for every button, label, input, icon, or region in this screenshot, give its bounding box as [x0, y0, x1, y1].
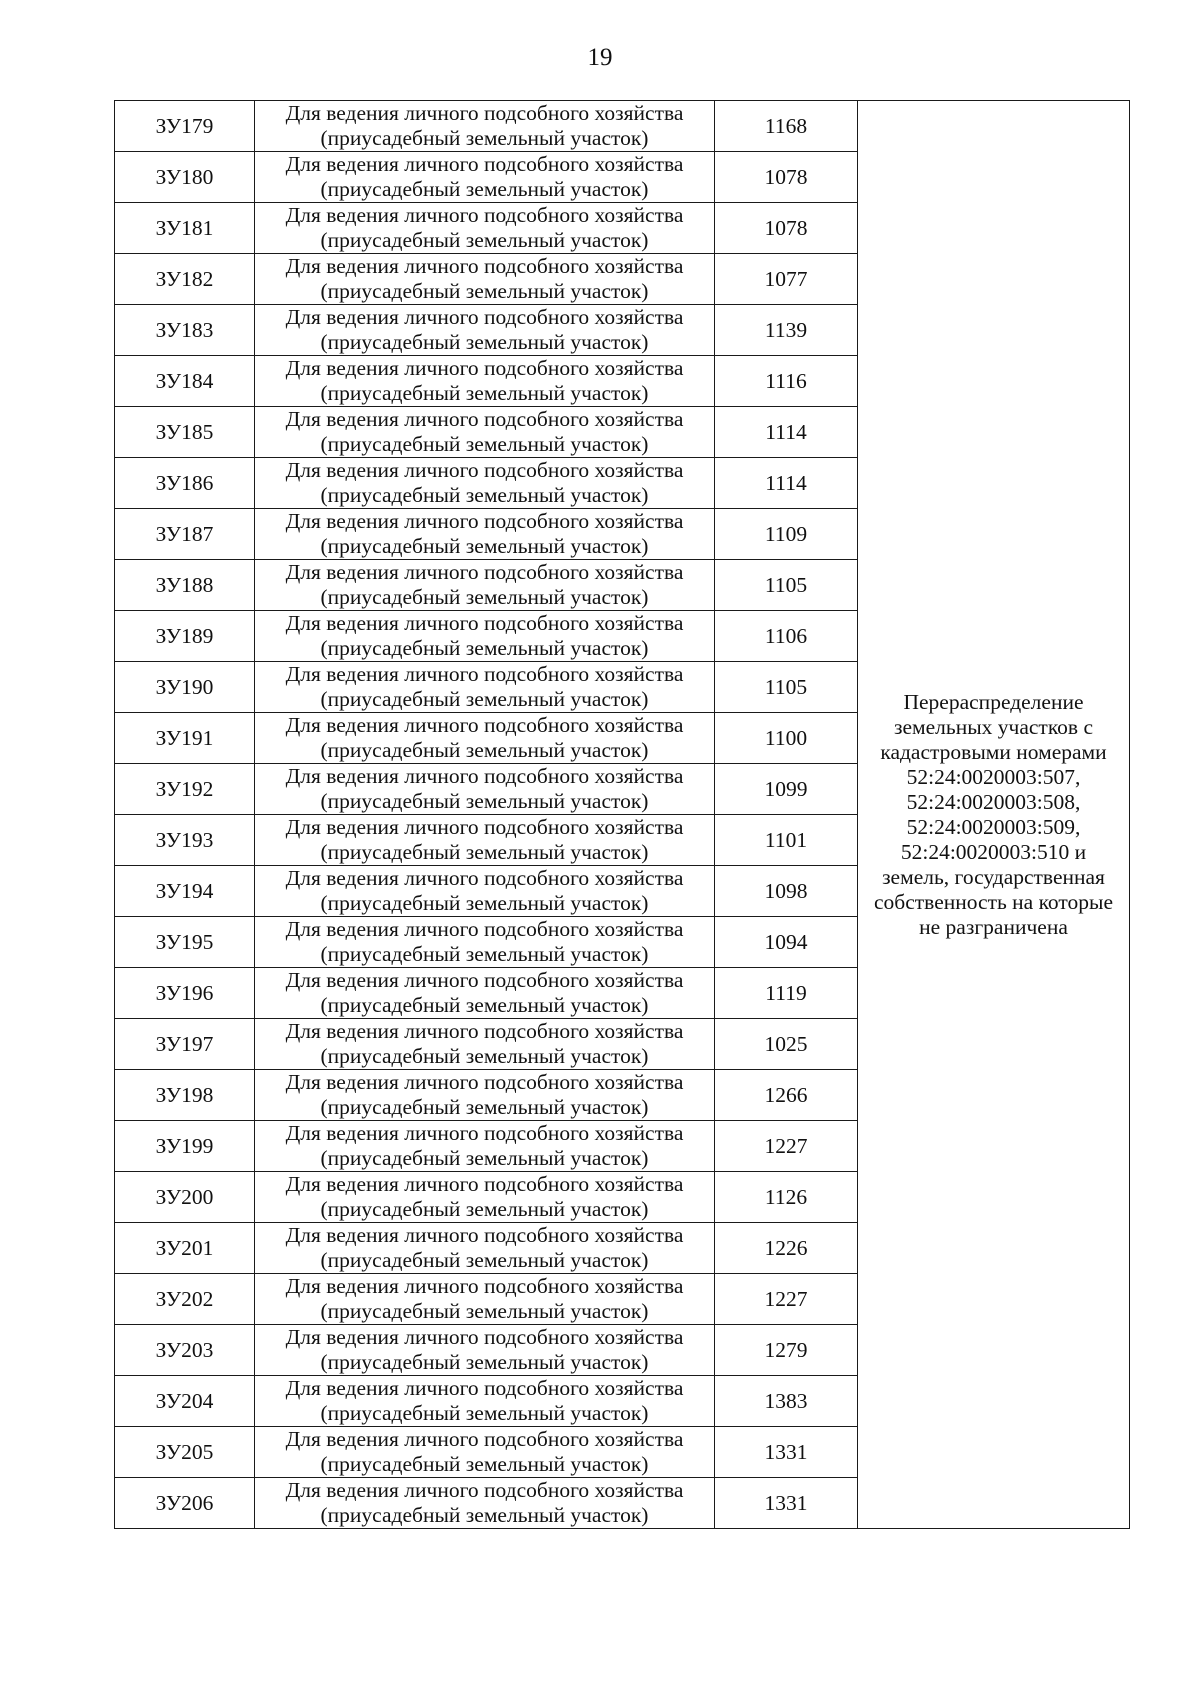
- permitted-use-cell: [255, 1325, 715, 1376]
- plot-id-cell: ЗУ192: [115, 764, 255, 815]
- permitted-use-line-1: Для ведения личного подсобного хозяйства: [285, 1376, 684, 1400]
- permitted-use-cell: [255, 1274, 715, 1325]
- area-cell: 1266: [715, 1070, 858, 1121]
- permitted-use-line-2: (приусадебный земельный участок): [320, 1401, 649, 1425]
- permitted-use-cell: [255, 407, 715, 458]
- area-cell: 1078: [715, 152, 858, 203]
- area-cell: 1114: [715, 407, 858, 458]
- permitted-use-line-1: Для ведения личного подсобного хозяйства: [285, 254, 684, 278]
- area-cell: 1383: [715, 1376, 858, 1427]
- permitted-use-line-2: (приусадебный земельный участок): [320, 126, 649, 150]
- permitted-use-line-2: (приусадебный земельный участок): [320, 228, 649, 252]
- permitted-use-line-2: (приусадебный земельный участок): [320, 993, 649, 1017]
- formation-method-line: Перераспределение: [903, 689, 1084, 714]
- plot-id-cell: ЗУ198: [115, 1070, 255, 1121]
- permitted-use-line-2: (приусадебный земельный участок): [320, 1095, 649, 1119]
- permitted-use-line-2: (приусадебный земельный участок): [320, 279, 649, 303]
- permitted-use-line-1: Для ведения личного подсобного хозяйства: [285, 560, 684, 584]
- permitted-use-line-2: (приусадебный земельный участок): [320, 891, 649, 915]
- permitted-use-cell: [255, 968, 715, 1019]
- permitted-use-line-2: (приусадебный земельный участок): [320, 687, 649, 711]
- plot-id-cell: ЗУ199: [115, 1121, 255, 1172]
- permitted-use-line-1: Для ведения личного подсобного хозяйства: [285, 1121, 684, 1145]
- permitted-use-line-1: Для ведения личного подсобного хозяйства: [285, 764, 684, 788]
- area-cell: 1105: [715, 662, 858, 713]
- area-cell: 1119: [715, 968, 858, 1019]
- permitted-use-line-1: Для ведения личного подсобного хозяйства: [285, 1325, 684, 1349]
- plot-id-cell: ЗУ189: [115, 611, 255, 662]
- plot-id-cell: ЗУ195: [115, 917, 255, 968]
- permitted-use-cell: [255, 1427, 715, 1478]
- table-body: [115, 101, 1130, 1529]
- plot-id-cell: ЗУ182: [115, 254, 255, 305]
- formation-method-line: земель, государственная: [882, 864, 1105, 889]
- permitted-use-line-1: Для ведения личного подсобного хозяйства: [285, 509, 684, 533]
- permitted-use-cell: [255, 866, 715, 917]
- area-cell: 1226: [715, 1223, 858, 1274]
- permitted-use-line-1: Для ведения личного подсобного хозяйства: [285, 203, 684, 227]
- permitted-use-line-2: (приусадебный земельный участок): [320, 840, 649, 864]
- permitted-use-line-1: Для ведения личного подсобного хозяйства: [285, 1223, 684, 1247]
- permitted-use-line-1: Для ведения личного подсобного хозяйства: [285, 611, 684, 635]
- formation-method-line: 52:24:0020003:510 и: [900, 839, 1087, 864]
- page-number: 19: [587, 44, 613, 71]
- area-cell: 1099: [715, 764, 858, 815]
- permitted-use-line-1: Для ведения личного подсобного хозяйства: [285, 1274, 684, 1298]
- permitted-use-cell: [255, 611, 715, 662]
- area-cell: 1077: [715, 254, 858, 305]
- permitted-use-cell: [255, 713, 715, 764]
- permitted-use-cell: [255, 1019, 715, 1070]
- permitted-use-line-2: (приусадебный земельный участок): [320, 381, 649, 405]
- permitted-use-cell: [255, 509, 715, 560]
- area-cell: 1168: [715, 101, 858, 152]
- permitted-use-line-2: (приусадебный земельный участок): [320, 1197, 649, 1221]
- plot-id-cell: ЗУ204: [115, 1376, 255, 1427]
- permitted-use-line-1: Для ведения личного подсобного хозяйства: [285, 662, 684, 686]
- area-cell: 1116: [715, 356, 858, 407]
- area-cell: 1331: [715, 1427, 858, 1478]
- plot-id-cell: ЗУ206: [115, 1478, 255, 1529]
- plot-id-cell: ЗУ201: [115, 1223, 255, 1274]
- area-cell: 1114: [715, 458, 858, 509]
- formation-method-line: 52:24:0020003:509,: [906, 814, 1081, 839]
- permitted-use-cell: [255, 203, 715, 254]
- plot-id-cell: ЗУ202: [115, 1274, 255, 1325]
- permitted-use-line-1: Для ведения личного подсобного хозяйства: [285, 101, 684, 125]
- area-cell: 1025: [715, 1019, 858, 1070]
- permitted-use-line-2: (приусадебный земельный участок): [320, 177, 649, 201]
- permitted-use-line-1: Для ведения личного подсобного хозяйства: [285, 305, 684, 329]
- area-cell: 1098: [715, 866, 858, 917]
- permitted-use-line-2: (приусадебный земельный участок): [320, 1146, 649, 1170]
- permitted-use-cell: [255, 305, 715, 356]
- permitted-use-line-2: (приусадебный земельный участок): [320, 1503, 649, 1527]
- permitted-use-line-2: (приусадебный земельный участок): [320, 942, 649, 966]
- permitted-use-cell: [255, 1376, 715, 1427]
- plot-id-cell: ЗУ181: [115, 203, 255, 254]
- permitted-use-cell: [255, 254, 715, 305]
- permitted-use-cell: [255, 1070, 715, 1121]
- permitted-use-line-2: (приусадебный земельный участок): [320, 1248, 649, 1272]
- permitted-use-line-2: (приусадебный земельный участок): [320, 789, 649, 813]
- plot-id-cell: ЗУ185: [115, 407, 255, 458]
- area-cell: 1109: [715, 509, 858, 560]
- plot-id-cell: ЗУ188: [115, 560, 255, 611]
- permitted-use-line-2: (приусадебный земельный участок): [320, 483, 649, 507]
- permitted-use-cell: [255, 815, 715, 866]
- permitted-use-cell: [255, 1478, 715, 1529]
- plot-id-cell: ЗУ205: [115, 1427, 255, 1478]
- permitted-use-line-1: Для ведения личного подсобного хозяйства: [285, 815, 684, 839]
- area-cell: 1227: [715, 1274, 858, 1325]
- permitted-use-line-1: Для ведения личного подсобного хозяйства: [285, 152, 684, 176]
- area-cell: 1100: [715, 713, 858, 764]
- permitted-use-cell: [255, 764, 715, 815]
- plot-id-cell: ЗУ197: [115, 1019, 255, 1070]
- formation-method-line: 52:24:0020003:507,: [906, 764, 1081, 789]
- permitted-use-cell: [255, 356, 715, 407]
- permitted-use-cell: [255, 1223, 715, 1274]
- plot-id-cell: ЗУ186: [115, 458, 255, 509]
- permitted-use-line-2: (приусадебный земельный участок): [320, 636, 649, 660]
- permitted-use-line-2: (приусадебный земельный участок): [320, 1452, 649, 1476]
- permitted-use-line-1: Для ведения личного подсобного хозяйства: [285, 1070, 684, 1094]
- area-cell: 1094: [715, 917, 858, 968]
- area-cell: 1126: [715, 1172, 858, 1223]
- permitted-use-cell: [255, 560, 715, 611]
- formation-method-line: 52:24:0020003:508,: [906, 789, 1081, 814]
- permitted-use-line-1: Для ведения личного подсобного хозяйства: [285, 407, 684, 431]
- permitted-use-cell: [255, 101, 715, 152]
- permitted-use-cell: [255, 1172, 715, 1223]
- plot-id-cell: ЗУ194: [115, 866, 255, 917]
- permitted-use-line-1: Для ведения личного подсобного хозяйства: [285, 458, 684, 482]
- permitted-use-line-1: Для ведения личного подсобного хозяйства: [285, 1172, 684, 1196]
- permitted-use-line-2: (приусадебный земельный участок): [320, 1299, 649, 1323]
- area-cell: 1139: [715, 305, 858, 356]
- table-row: [115, 101, 1130, 152]
- formation-method-cell: [858, 101, 1130, 1529]
- permitted-use-line-2: (приусадебный земельный участок): [320, 432, 649, 456]
- permitted-use-line-1: Для ведения личного подсобного хозяйства: [285, 1427, 684, 1451]
- permitted-use-line-1: Для ведения личного подсобного хозяйства: [285, 968, 684, 992]
- permitted-use-line-1: Для ведения личного подсобного хозяйства: [285, 866, 684, 890]
- permitted-use-cell: [255, 152, 715, 203]
- permitted-use-line-1: Для ведения личного подсобного хозяйства: [285, 356, 684, 380]
- permitted-use-line-2: (приусадебный земельный участок): [320, 1350, 649, 1374]
- permitted-use-line-2: (приусадебный земельный участок): [320, 585, 649, 609]
- permitted-use-line-1: Для ведения личного подсобного хозяйства: [285, 1019, 684, 1043]
- area-cell: 1078: [715, 203, 858, 254]
- plot-id-cell: ЗУ179: [115, 101, 255, 152]
- plot-id-cell: ЗУ193: [115, 815, 255, 866]
- plot-id-cell: ЗУ203: [115, 1325, 255, 1376]
- formation-method-line: собственность на которые: [874, 889, 1113, 914]
- plot-id-cell: ЗУ196: [115, 968, 255, 1019]
- permitted-use-cell: [255, 458, 715, 509]
- permitted-use-line-2: (приусадебный земельный участок): [320, 738, 649, 762]
- permitted-use-line-2: (приусадебный земельный участок): [320, 330, 649, 354]
- formation-method-line: земельных участков с: [893, 714, 1093, 739]
- permitted-use-cell: [255, 917, 715, 968]
- plot-id-cell: ЗУ200: [115, 1172, 255, 1223]
- permitted-use-cell: [255, 662, 715, 713]
- area-cell: 1331: [715, 1478, 858, 1529]
- permitted-use-line-1: Для ведения личного подсобного хозяйства: [285, 917, 684, 941]
- formation-method-line: не разграничена: [919, 914, 1068, 939]
- plot-id-cell: ЗУ183: [115, 305, 255, 356]
- permitted-use-line-1: Для ведения личного подсобного хозяйства: [285, 1478, 684, 1502]
- land-plots-table: [114, 100, 1130, 1529]
- formation-method-line: кадастровыми номерами: [880, 739, 1107, 764]
- permitted-use-cell: [255, 1121, 715, 1172]
- plot-id-cell: ЗУ184: [115, 356, 255, 407]
- area-cell: 1279: [715, 1325, 858, 1376]
- plot-id-cell: ЗУ190: [115, 662, 255, 713]
- plot-id-cell: ЗУ187: [115, 509, 255, 560]
- area-cell: 1227: [715, 1121, 858, 1172]
- plot-id-cell: ЗУ191: [115, 713, 255, 764]
- permitted-use-line-2: (приусадебный земельный участок): [320, 534, 649, 558]
- area-cell: 1101: [715, 815, 858, 866]
- area-cell: 1106: [715, 611, 858, 662]
- plot-id-cell: ЗУ180: [115, 152, 255, 203]
- area-cell: 1105: [715, 560, 858, 611]
- permitted-use-line-1: Для ведения личного подсобного хозяйства: [285, 713, 684, 737]
- permitted-use-line-2: (приусадебный земельный участок): [320, 1044, 649, 1068]
